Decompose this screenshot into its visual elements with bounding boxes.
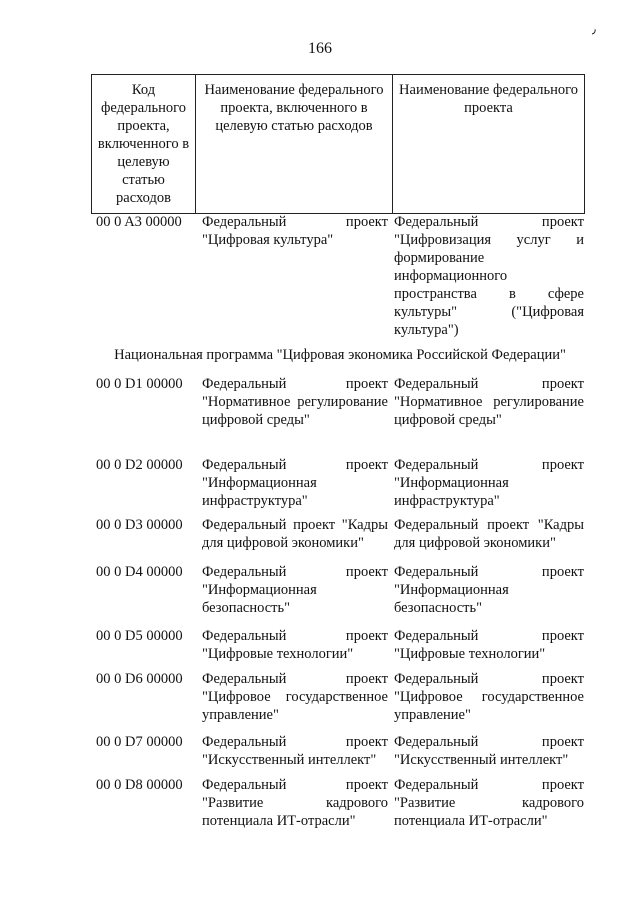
row-project-name: Федеральный проект "Цифровые технологии" xyxy=(394,628,584,662)
row-project-in-target: Федеральный проект "Кадры для цифровой экономики" xyxy=(202,517,388,551)
row-code: 00 0 D1 00000 xyxy=(96,376,183,392)
row-project-in-target: Федеральный проект "Информационная безопасность" xyxy=(202,564,388,616)
row-project-in-target: Федеральный проект "Цифровая культура" xyxy=(202,214,388,248)
header-project-name: Наименование федерального проекта xyxy=(393,75,585,214)
row-project-name: Федеральный проект "Кадры для цифровой экономики" xyxy=(394,517,584,551)
row-project-name: Федеральный проект "Развитие кадрового потенциала ИТ-отрасли" xyxy=(394,777,584,829)
row-project-name: Федеральный проект "Информационная инфраструктура" xyxy=(394,457,584,509)
row-project-name: Федеральный проект "Искусственный интеллект" xyxy=(394,734,584,768)
header-row xyxy=(92,75,585,214)
header-project-in-target: Наименование федерального проекта, включенного в целевую статью расходов xyxy=(196,75,393,214)
header-table xyxy=(91,74,585,214)
row-code: 00 0 D5 00000 xyxy=(96,628,183,644)
row-project-in-target: Федеральный проект "Развитие кадрового потенциала ИТ-отрасли" xyxy=(202,777,388,829)
page-number: 166 xyxy=(308,40,332,57)
row-project-in-target: Федеральный проект "Цифровые технологии" xyxy=(202,628,388,662)
row-project-name: Федеральный проект "Нормативное регулирование цифровой среды" xyxy=(394,376,584,428)
row-code: 00 0 D7 00000 xyxy=(96,734,183,750)
row-project-in-target: Федеральный проект "Цифровое государственное управление" xyxy=(202,671,388,723)
row-code: 00 0 D8 00000 xyxy=(96,777,183,793)
corner-mark: ٫ xyxy=(592,22,596,36)
row-code: 00 0 D6 00000 xyxy=(96,671,183,687)
row-code: 00 0 D4 00000 xyxy=(96,564,183,580)
row-code: 00 0 D3 00000 xyxy=(96,517,183,533)
header-code: Код федерального проекта, включенного в целевую статью расходов xyxy=(92,75,196,214)
row-code: 00 0 A3 00000 xyxy=(96,214,182,230)
row-project-in-target: Федеральный проект "Информационная инфраструктура" xyxy=(202,457,388,509)
row-project-name: Федеральный проект "Информационная безопасность" xyxy=(394,564,584,616)
row-project-name: Федеральный проект "Цифровое государственное управление" xyxy=(394,671,584,723)
row-project-in-target: Федеральный проект "Искусственный интеллект" xyxy=(202,734,388,768)
row-code: 00 0 D2 00000 xyxy=(96,457,183,473)
row-project-in-target: Федеральный проект "Нормативное регулирование цифровой среды" xyxy=(202,376,388,428)
row-project-name: Федеральный проект "Цифровизация услуг и формирование информационного пространства в сфере культуры" ("Цифровая культура") xyxy=(394,214,584,338)
section-title: Национальная программа "Цифровая экономика Российской Федерации" xyxy=(114,347,566,363)
